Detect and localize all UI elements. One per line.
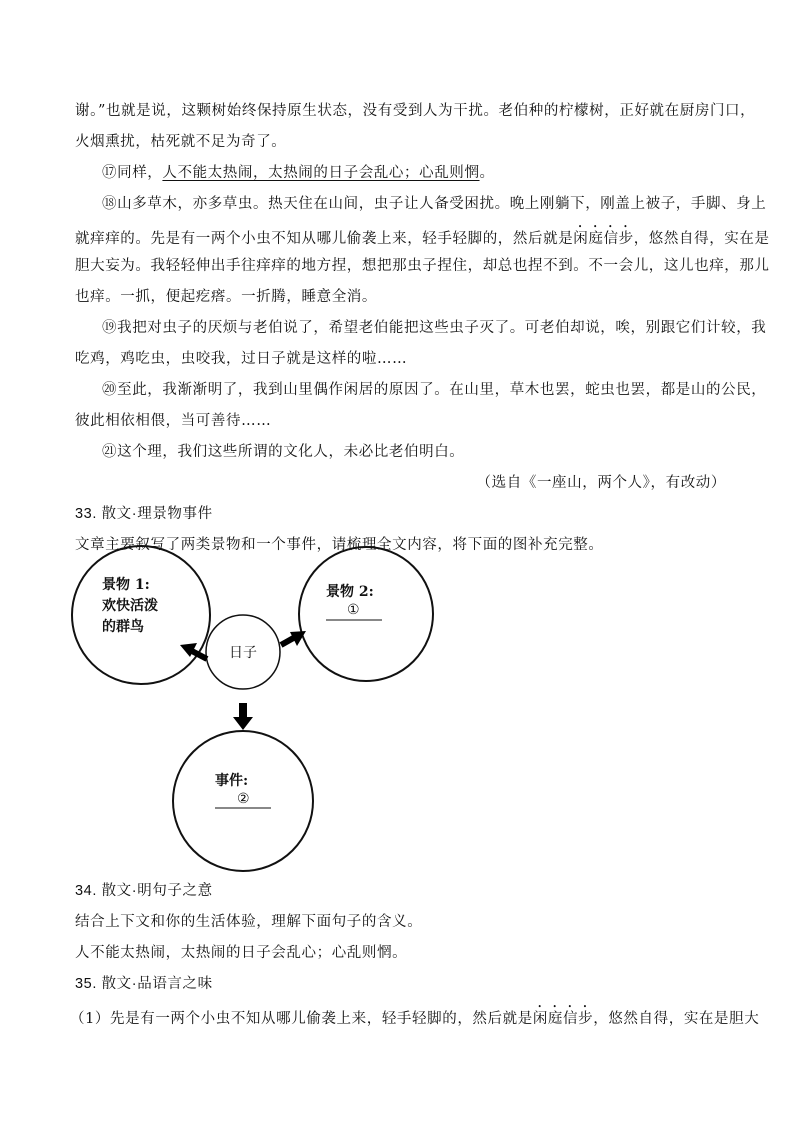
emphasized-phrase: 闲庭信步 [573, 231, 634, 247]
text: ⑰同样， [102, 165, 163, 181]
passage-line: 谢。”也就是说，这颗树始终保持原生状态，没有受到人为干扰。老伯种的柠檬树，正好就在厨房门口， [75, 103, 756, 119]
passage-line: 也痒。一抓，便起疙瘩。一折腾，睡意全消。 [75, 289, 377, 305]
emphasized-phrase: 闲庭信步 [532, 1011, 594, 1027]
passage-line: 彼此相依相偎，当可善待…… [75, 413, 272, 429]
question-34-prompt: 结合上下文和你的生活体验，理解下面句子的含义。 [75, 914, 423, 930]
passage-line: 胆大妄为。我轻轻伸出手往痒痒的地方捏，想把那虫子捏住，却总也捏不到。不一会儿，这儿也痒，那儿 [75, 258, 770, 274]
question-35-title: 35. 散文·品语言之味 [75, 976, 213, 992]
scene1-text: 欢快活泼 [102, 598, 158, 614]
question-33-title: 33. 散文·理景物事件 [75, 506, 213, 522]
text: （1）先是有一两个小虫不知从哪儿偷袭上来，轻手轻脚的，然后就是 [70, 1011, 533, 1027]
scene2-label: 景物 2: [326, 584, 374, 600]
source-citation: （选自《一座山，两个人》，有改动） [476, 475, 726, 491]
scene1-circle [72, 546, 210, 684]
arrow-down-icon [233, 703, 253, 730]
event-label: 事件: [215, 773, 249, 789]
question-35-item-1 [70, 1003, 759, 1028]
passage-line: 吃鸡，鸡吃虫，虫咬我，过日子就是这样的啦…… [75, 351, 408, 367]
scene2-circle [299, 547, 433, 681]
passage-line: ⑲我把对虫子的厌烦与老伯说了，希望老伯能把这些虫子灭了。可老伯却说，唉，别跟它们计较，我 [102, 320, 767, 336]
center-label: 日子 [229, 645, 257, 661]
text: 。 [479, 165, 495, 181]
question-34-sentence: 人不能太热闹，太热闹的日子会乱心；心乱则惘。 [75, 945, 408, 961]
text: ，悠然自得，实在是胆大 [593, 1011, 760, 1027]
scene1-text: 的群鸟 [102, 619, 144, 635]
text: 就痒痒的。先是有一两个小虫不知从哪儿偷袭上来，轻手轻脚的，然后就是 [75, 231, 574, 247]
passage-line: ⑳至此，我渐渐明了，我到山里偶作闲居的原因了。在山里，草木也罢，蛇虫也罢，都是山的公民， [102, 382, 767, 398]
arrow-right-icon [281, 631, 306, 646]
passage-line: 火烟熏扰，枯死就不足为奇了。 [75, 134, 287, 150]
question-33-prompt: 文章主要叙写了两类景物和一个事件，请梳理全文内容，将下面的图补充完整。 [75, 537, 604, 553]
passage-line: ㉑这个理，我们这些所谓的文化人，未必比老伯明白。 [102, 444, 465, 460]
blank-2-marker: ② [237, 791, 250, 807]
question-34-title: 34. 散文·明句子之意 [75, 883, 213, 899]
underlined-sentence: 人不能太热闹，太热闹的日子会乱心；心乱则惘 [162, 165, 480, 181]
passage-line: ⑱山多草木，亦多草虫。热天住在山间，虫子让人备受困扰。晚上刚躺下，刚盖上被子，手脚、身上 [102, 196, 767, 212]
blank-1-marker: ① [347, 602, 360, 618]
scene1-label: 景物 1: [102, 577, 150, 593]
text: ，悠然自得，实在是 [633, 231, 770, 247]
